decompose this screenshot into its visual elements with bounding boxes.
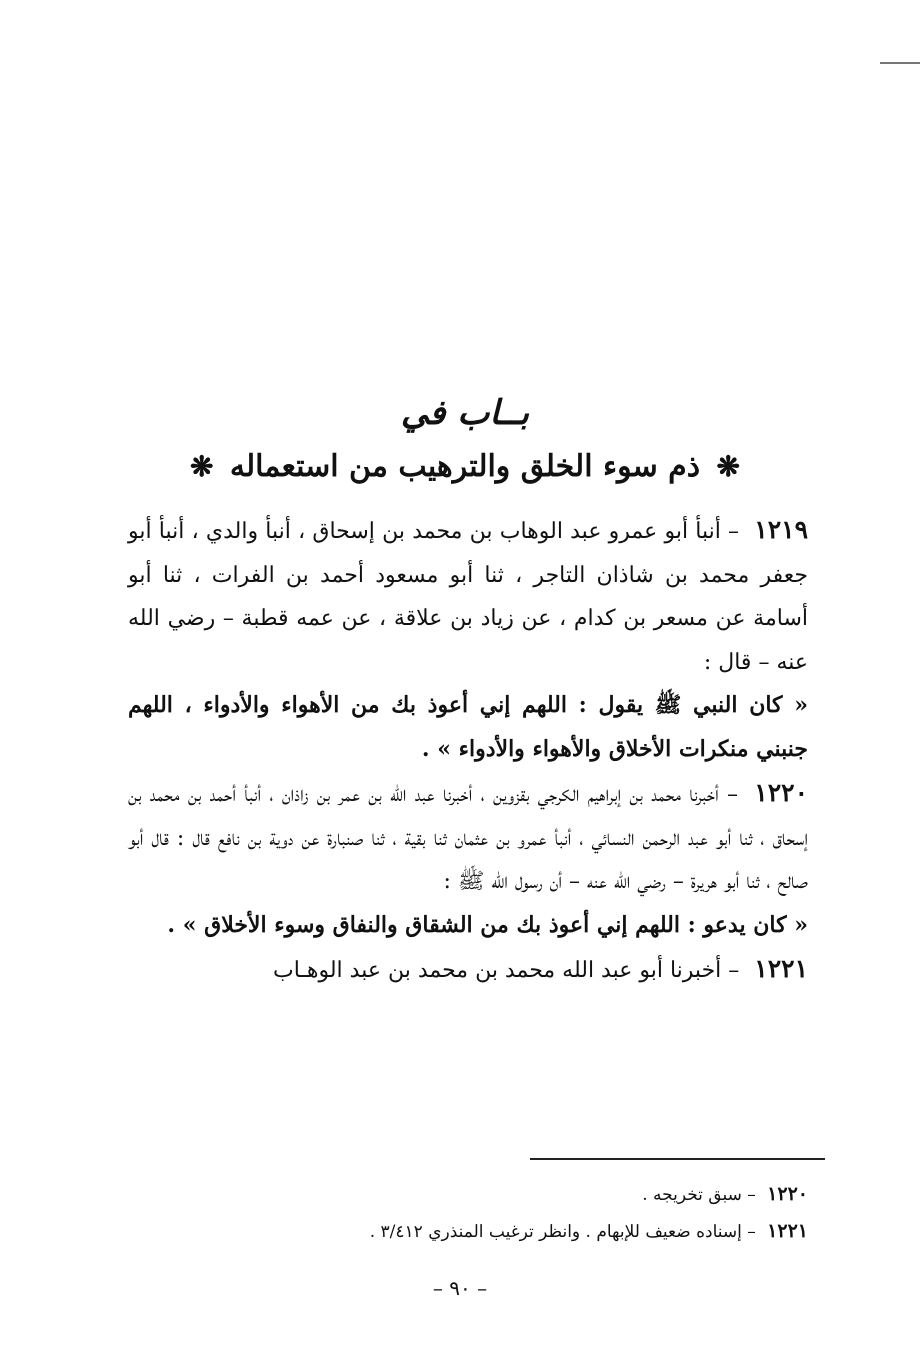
hadith-1221 <box>128 947 808 993</box>
footnote-divider <box>530 1158 825 1160</box>
hadith-1219 <box>128 508 808 684</box>
footnote-item <box>128 1213 808 1250</box>
chapter-title-line <box>120 440 810 494</box>
hadith-quote: « كان يدعو : اللهم إني أعوذ بك من الشقاق والنفاق وسوء الأخلاق » . <box>167 911 808 938</box>
hadith-number: ١٢١٩ <box>754 515 808 544</box>
hadith-chain: – أخبرنا محمد بن إبراهيم الكرجي بقزوين ، أخبرنا عبد الله بن عمر بن زاذان ، أنبأ أحمد بن محمد بن إسحاق ، ثنا أبو عبد الرحمن النسائي ، أنبأ عمرو بن عثمان ثنا بقية ، ثنا صنبارة عن دوية بن نافع قال : قال أبو صالح ، ثنا أبو هريرة – رضي الله عنه – أن رسول الله ﷺ : <box>128 782 808 894</box>
page-number: – ٩٠ – <box>432 1276 488 1300</box>
footnotes <box>128 1176 808 1250</box>
scan-mark <box>880 62 920 64</box>
footnote-text: – إسناده ضعيف للإبهام . وانظر ترغيب المنذري ٣/٤١٢ . <box>369 1222 756 1242</box>
footnote-number: ١٢٢٠ <box>767 1183 808 1205</box>
hadith-quote: « كان النبي ﷺ يقول : اللهم إني أعوذ بك من الأهواء والأدواء ، اللهم جنبني منكرات الأخلاق والأهواء والأدواء » . <box>128 692 808 762</box>
footnote-text: – سبق تخريجه . <box>642 1185 756 1205</box>
hadith-chain: – أنبأ أبو عمرو عبد الوهاب بن محمد بن إسحاق ، أنبأ والدي ، أنبأ أبو جعفر محمد بن شاذان التاجر ، ثنا أبو مسعود أحمد بن الفرات ، ثنا أبو أسامة عن مسعر بن كدام ، عن زياد بن علاقة ، عن عمه قطبة – رضي الله عنه – قال : <box>128 519 808 675</box>
hadith-1220 <box>128 771 808 904</box>
chapter-title: ذم سوء الخلق والترهيب من استعماله <box>229 449 701 484</box>
star-ornament-icon: ❋ <box>189 450 214 483</box>
hadith-number: ١٢٢١ <box>754 954 808 983</box>
footnote-number: ١٢٢١ <box>767 1220 808 1242</box>
chapter-label: بــاب في <box>400 393 530 433</box>
chapter-heading <box>120 388 810 494</box>
footnote-item <box>128 1176 808 1213</box>
main-text <box>128 508 808 993</box>
hadith-number: ١٢٢٠ <box>754 778 808 807</box>
hadith-chain: – أخبرنا أبو عبد الله محمد بن محمد بن عبد الوهـاب <box>273 958 740 983</box>
star-ornament-icon: ❋ <box>716 450 741 483</box>
